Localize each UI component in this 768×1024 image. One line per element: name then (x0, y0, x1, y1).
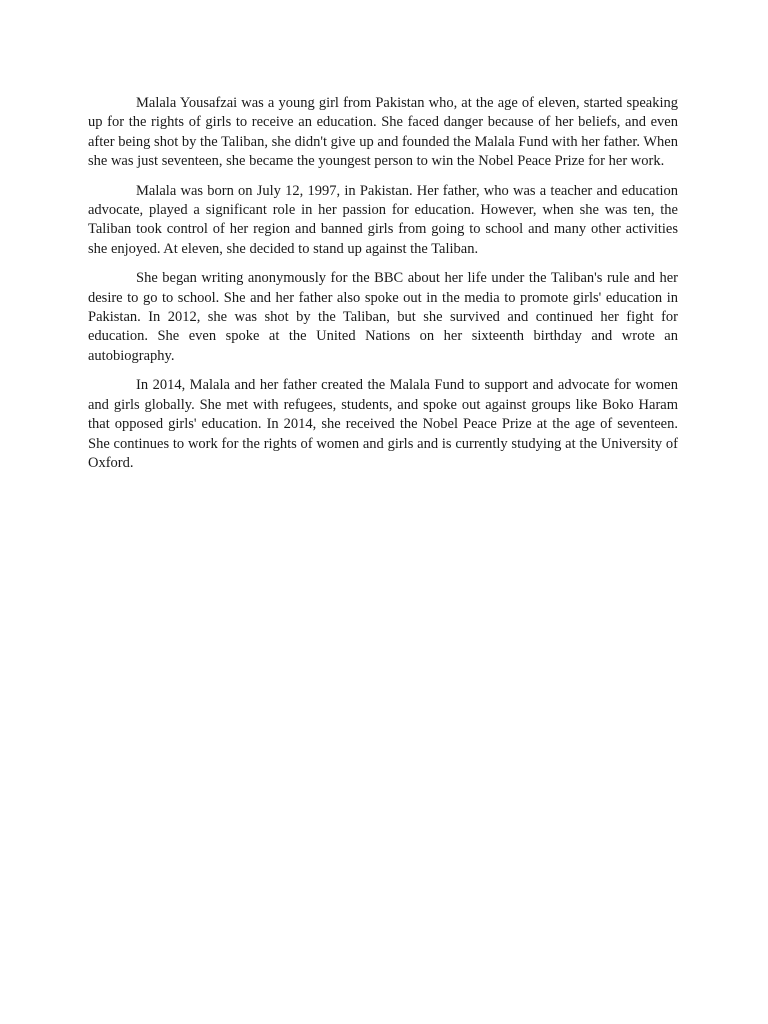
paragraph-intro: Malala Yousafzai was a young girl from Pakistan who, at the age of eleven, started speaking up for the rights of girls to receive an education. She faced danger because of her beliefs, and even after being shot by the Taliban, she didn't give up and founded the Malala Fund with her father. When she was just seventeen, she became the youngest person to win the Nobel Peace Prize for her work. (88, 95, 678, 170)
paragraph-malala-fund: In 2014, Malala and her father created the Malala Fund to support and advocate for women and girls globally. She met with refugees, students, and spoke out against groups like Boko Haram that opposed girls' education. In 2014, she received the Nobel Peace Prize at the age of seventeen. She continues to work for the rights of women and girls and is currently studying at the University of Oxford. (88, 377, 678, 471)
paragraph-activism: She began writing anonymously for the BBC about her life under the Taliban's rule and her desire to go to school. She and her father also spoke out in the media to promote girls' education in Pakistan. In 2012, she was shot by the Taliban, but she survived and continued her fight for education. She even spoke at the United Nations on her sixteenth birthday and wrote an autobiography. (88, 270, 678, 364)
document-body (88, 94, 678, 483)
paragraph-early-life: Malala was born on July 12, 1997, in Pakistan. Her father, who was a teacher and education advocate, played a significant role in her passion for education. However, when she was ten, the Taliban took control of her region and banned girls from going to school and many other activities she enjoyed. At eleven, she decided to stand up against the Taliban. (88, 182, 678, 257)
